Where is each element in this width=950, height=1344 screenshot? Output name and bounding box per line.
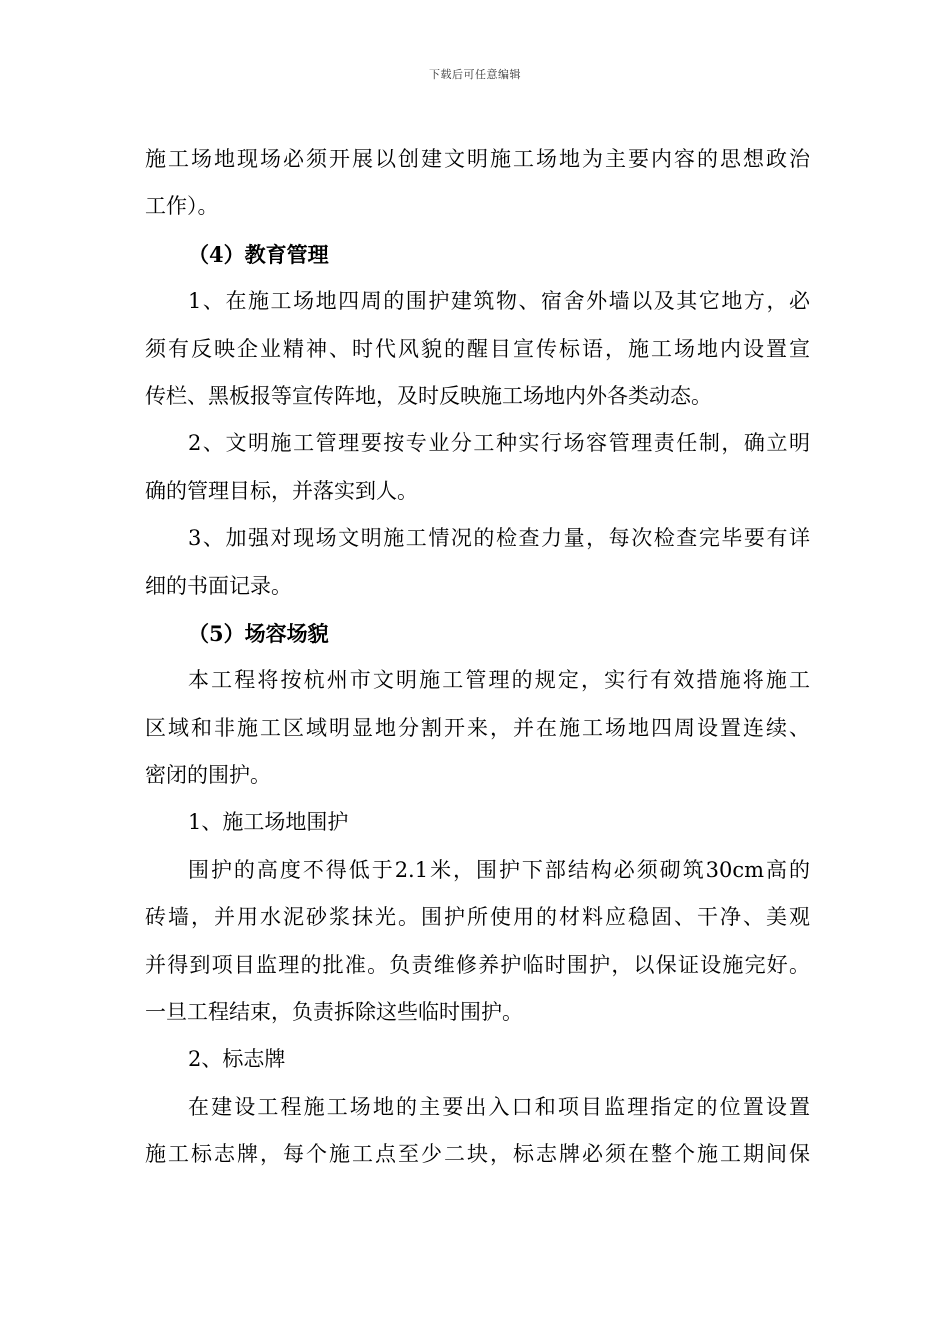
paragraph-line: 细的书面记录。 (145, 573, 292, 598)
paragraph-line: 3、加强对现场文明施工情况的检查力量，每次检查完毕要有详 (188, 526, 810, 551)
paragraph-line: 确的管理目标，并落实到人。 (145, 478, 418, 503)
paragraph-line: 砖墙，并用水泥砂浆抹光。围护所使用的材料应稳固、干净、美观 (145, 905, 810, 930)
page-header-note: 下载后可任意编辑 (429, 68, 521, 81)
paragraph-line: 区域和非施工区域明显地分割开来，并在施工场地四周设置连续、 (145, 715, 810, 740)
paragraph-line: 一旦工程结束，负责拆除这些临时围护。 (145, 1000, 523, 1025)
paragraph-line: 须有反映企业精神、时代风貌的醒目宣传标语，施工场地内设置宣 (145, 336, 810, 361)
section-heading-education: （4）教育管理 (188, 241, 329, 267)
subsection-title-signboard: 2、标志牌 (188, 1047, 286, 1072)
paragraph-line: 2、文明施工管理要按专业分工种实行场容管理责任制，确立明 (188, 431, 810, 456)
section-heading-site-appearance: （5）场容场貌 (188, 620, 329, 646)
paragraph-line: 施工标志牌，每个施工点至少二块，标志牌必须在整个施工期间保 (145, 1142, 810, 1167)
paragraph-line: 本工程将按杭州市文明施工管理的规定，实行有效措施将施工 (188, 668, 810, 693)
paragraph-line: 密闭的围护。 (145, 763, 271, 788)
paragraph-line: 在建设工程施工场地的主要出入口和项目监理指定的位置设置 (188, 1094, 810, 1119)
paragraph-line: 传栏、黑板报等宣传阵地，及时反映施工场地内外各类动态。 (145, 383, 712, 408)
paragraph-line: 并得到项目监理的批准。负责维修养护临时围护，以保证设施完好。 (145, 952, 810, 977)
paragraph-line: 围护的高度不得低于2.1米，围护下部结构必须砌筑30cm高的 (188, 857, 810, 882)
paragraph-line: 工作）。 (145, 194, 219, 219)
document-body (145, 136, 810, 1179)
paragraph-line: 1、在施工场地四周的围护建筑物、宿舍外墙以及其它地方，必 (188, 289, 810, 314)
subsection-title-enclosure: 1、施工场地围护 (188, 810, 349, 835)
paragraph-line: 施工场地现场必须开展以创建文明施工场地为主要内容的思想政治 (145, 147, 810, 171)
